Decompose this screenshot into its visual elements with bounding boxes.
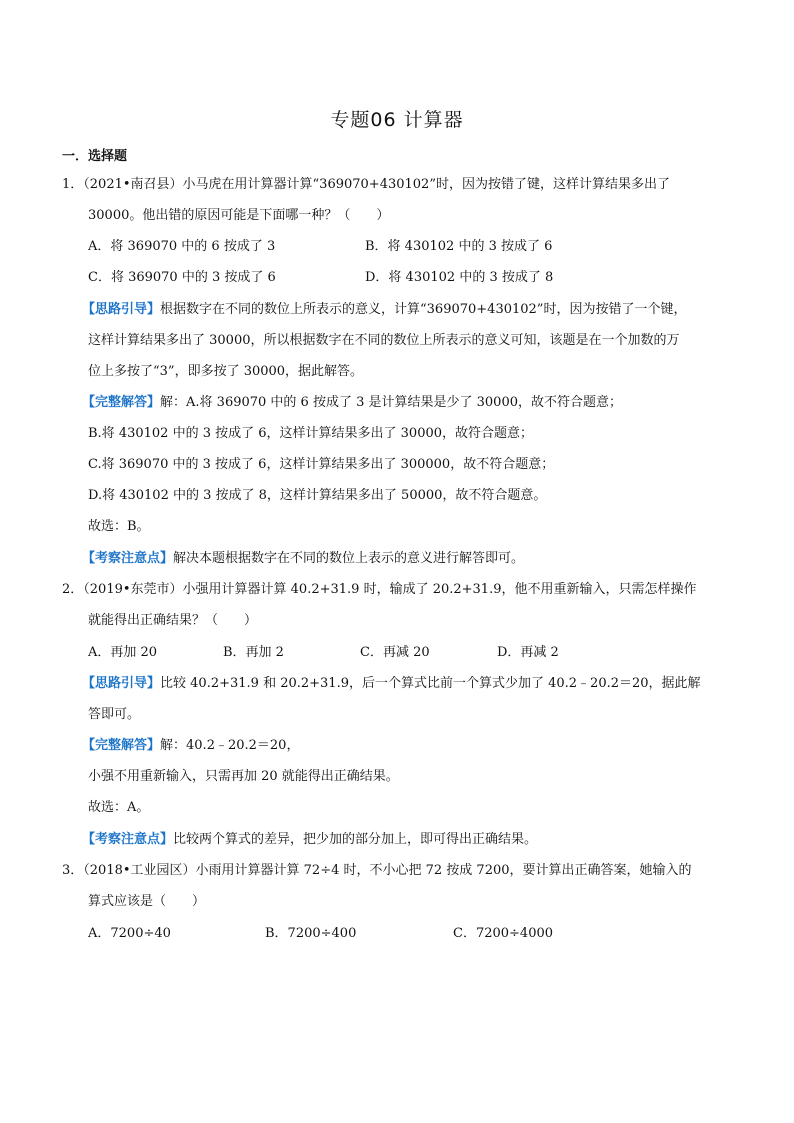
q2-stem-line1: 2．（2019•东莞市）小强用计算器计算 40.2+31.9 时，输成了 20.2+31.9，他不用重新输入，只需怎样操作 [62,582,697,597]
q2-answer-line1 [82,737,299,755]
q1-note-line [82,550,524,568]
q2-hint-tag: 【思路引导】 [82,676,161,691]
q1-hint-line3: 位上多按了“3”，即多按了 30000，据此解答。 [88,364,364,379]
q2-option-c: C．再减 20 [360,645,430,660]
q1-answer-tag: 【完整解答】 [82,395,161,410]
q1-option-d: D．将 430102 中的 3 按成了 8 [365,270,554,285]
q2-note-text: 比较两个算式的差异，把少加的部分加上，即可得出正确结果。 [173,832,538,847]
q1-note-text: 解决本题根据数字在不同的数位上表示的意义进行解答即可。 [173,551,525,566]
q2-answer-text1: 解：40.2﹣20.2＝20， [160,738,300,753]
q1-hint-tag: 【思路引导】 [82,302,161,317]
q2-hint-line2: 答即可。 [88,707,141,722]
q1-answer-line2: B.将 430102 中的 3 按成了 6，这样计算结果多出了 30000，故符合题意； [88,426,534,441]
q2-option-b: B．再加 2 [223,645,284,660]
q3-option-a: A．7200÷40 [88,926,171,941]
q1-answer-line4: D.将 430102 中的 3 按成了 8，这样计算结果多出了 50000，故不符合题意。 [88,488,547,503]
q2-choice: 故选：A。 [88,800,150,815]
q2-stem-line2: 就能得出正确结果？（ ） [88,613,258,628]
q3-option-c: C．7200÷4000 [453,926,554,941]
q1-option-c: C．将 369070 中的 3 按成了 6 [88,270,276,285]
q1-hint-line2: 这样计算结果多出了 30000，所以根据数字在不同的数位上所表示的意义可知，该题是在一个加数的万 [88,333,680,348]
q2-hint-line1 [82,675,701,693]
section-heading: 一．选择题 [62,149,128,164]
q1-option-a: A．将 369070 中的 6 按成了 3 [88,239,276,254]
q1-hint-line1 [82,301,686,319]
q2-answer-line2: 小强不用重新输入，只需再加 20 就能得出正确结果。 [88,769,399,784]
q1-note-tag: 【考察注意点】 [82,551,174,566]
q2-option-a: A．再加 20 [88,645,158,660]
q3-stem-line1: 3．（2018•工业园区）小雨用计算器计算 72÷4 时，不小心把 72 按成 7200，要计算出正确答案，她输入的 [62,863,692,878]
q1-option-b: B．将 430102 中的 3 按成了 6 [365,239,553,254]
q2-note-tag: 【考察注意点】 [82,832,174,847]
q1-answer-line1 [82,394,622,412]
q1-hint-text1: 根据数字在不同的数位上所表示的意义，计算“369070+430102”时，因为按错了一个键， [160,302,687,317]
q2-hint-text1: 比较 40.2+31.9 和 20.2+31.9，后一个算式比前一个算式少加了 40.2﹣20.2＝20，据此解 [160,676,701,691]
q1-answer-text1: 解：A.将 369070 中的 6 按成了 3 是计算结果是少了 30000，故不符合题意； [160,395,622,410]
q2-option-d: D．再减 2 [497,645,559,660]
q1-answer-line3: C.将 369070 中的 3 按成了 6，这样计算结果多出了 300000，故不符合题意； [88,457,555,472]
q1-choice: 故选：B。 [88,519,150,534]
q2-answer-tag: 【完整解答】 [82,738,161,753]
page-title: 专题06 计算器 [330,109,464,131]
q1-stem-line2: 30000。他出错的原因可能是下面哪一种？（ ） [88,208,390,223]
q3-option-b: B．7200÷400 [265,926,357,941]
q2-note-line [82,831,537,849]
q1-stem-line1: 1．（2021•南召县）小马虎在用计算器计算“369070+430102”时，因为按错了键，这样计算结果多出了 [62,177,670,192]
q3-stem-line2: 算式应该是（ ） [88,894,206,909]
